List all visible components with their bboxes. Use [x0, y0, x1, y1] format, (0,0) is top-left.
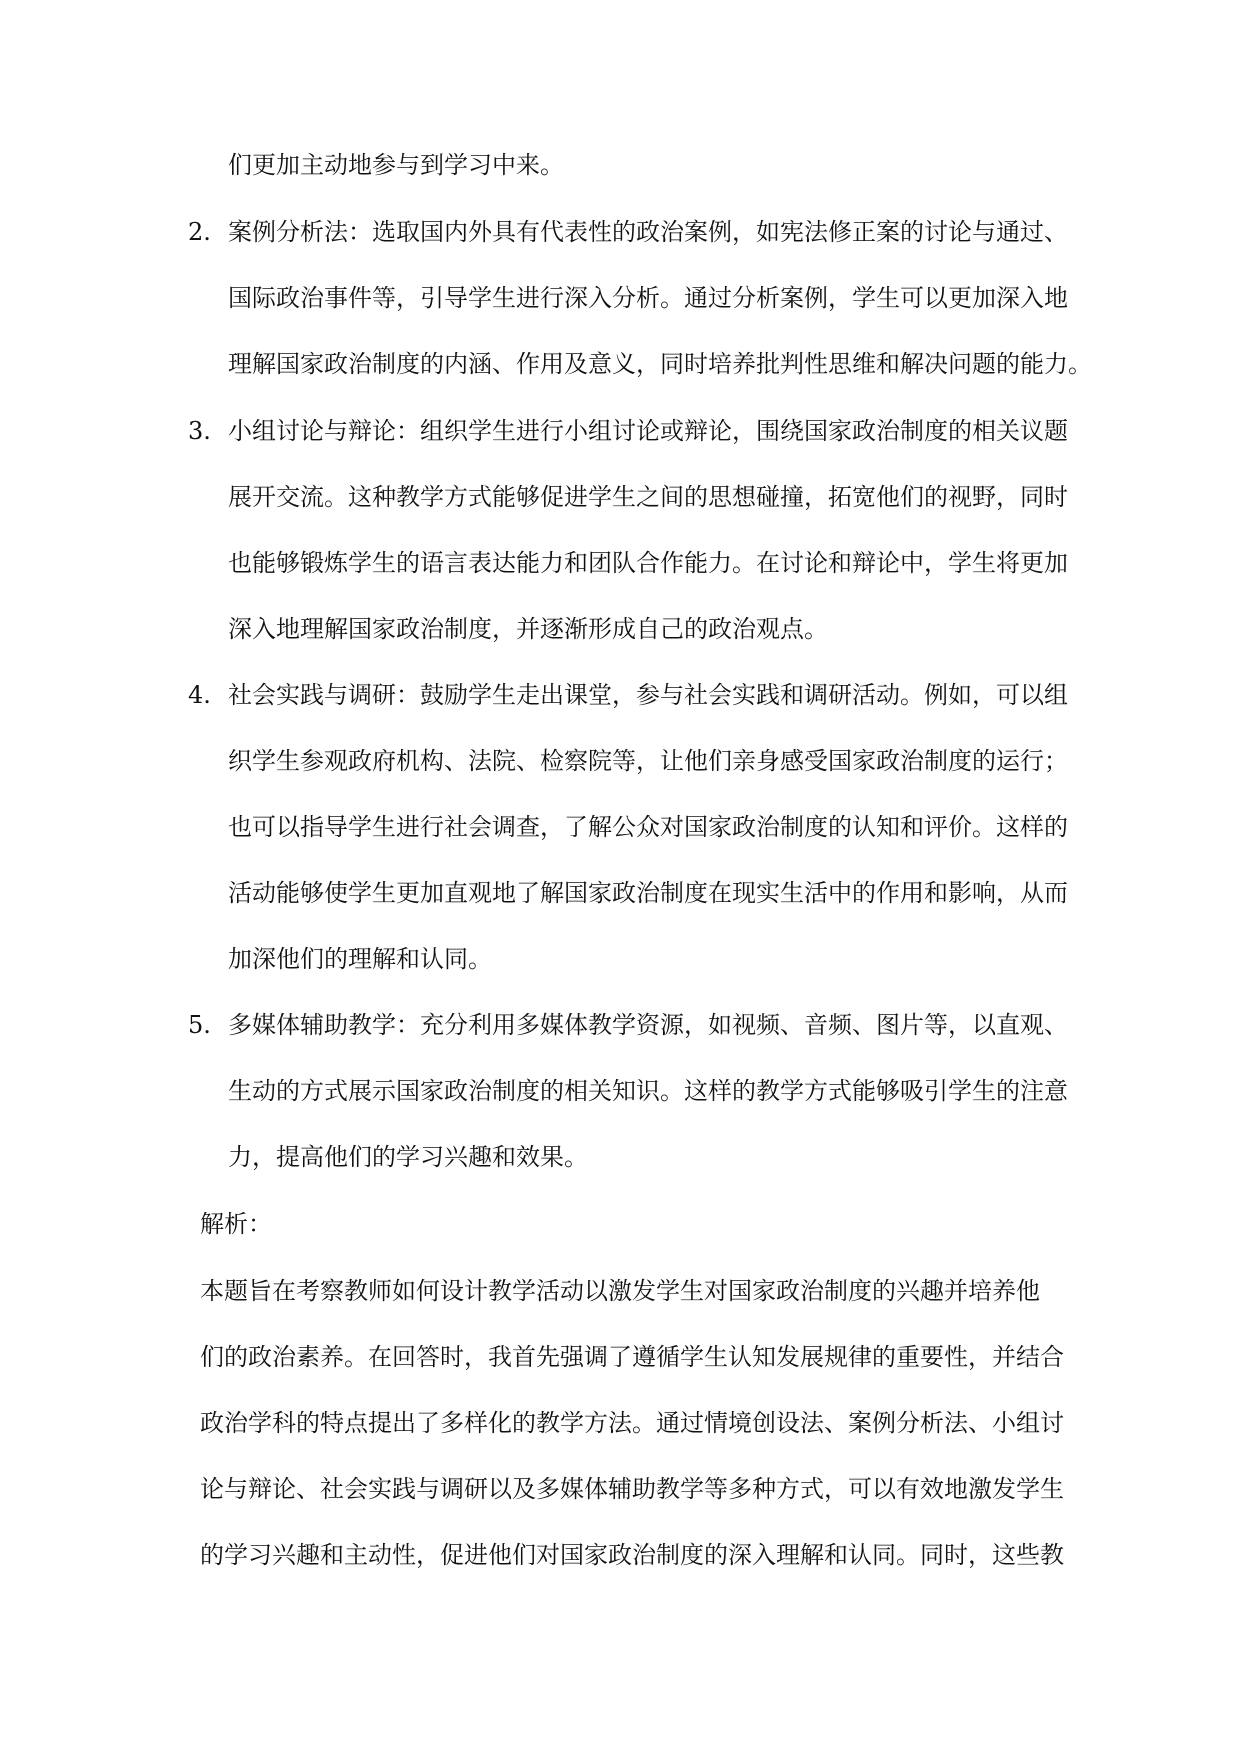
list-item-4-line-1: 社会实践与调研：鼓励学生走出课堂，参与社会实践和调研活动。例如，可以组: [228, 681, 1068, 709]
list-item-3-line-2: 展开交流。这种教学方式能够促进学生之间的思想碰撞，拓宽他们的视野，同时: [228, 483, 1068, 511]
analysis-line-3: 政治学科的特点提出了多样化的教学方法。通过情境创设法、案例分析法、小组讨: [200, 1409, 1064, 1437]
analysis-heading: 解析：: [200, 1210, 272, 1238]
list-item-5-line-1: 多媒体辅助教学：充分利用多媒体教学资源，如视频、音频、图片等，以直观、: [228, 1011, 1068, 1039]
analysis-line-1: 本题旨在考察教师如何设计教学活动以激发学生对国家政治制度的兴趣并培养他: [200, 1277, 1040, 1305]
list-item-5-line-2: 生动的方式展示国家政治制度的相关知识。这样的教学方式能够吸引学生的注意: [228, 1077, 1068, 1105]
list-item-4-line-5: 加深他们的理解和认同。: [228, 945, 492, 973]
list-item-2-line-3: 理解国家政治制度的内涵、作用及意义，同时培养批判性思维和解决问题的能力。: [228, 350, 1092, 378]
list-item-5-number: 5.: [188, 1011, 211, 1039]
list-item-2-line-2: 国际政治事件等，引导学生进行深入分析。通过分析案例，学生可以更加深入地: [228, 284, 1068, 312]
list-item-2-number: 2.: [188, 218, 211, 246]
analysis-line-4: 论与辩论、社会实践与调研以及多媒体辅助教学等多种方式，可以有效地激发学生: [200, 1475, 1064, 1503]
list-item-4-line-4: 活动能够使学生更加直观地了解国家政治制度在现实生活中的作用和影响，从而: [228, 879, 1068, 907]
list-item-5-line-3: 力，提高他们的学习兴趣和效果。: [228, 1143, 588, 1171]
list-item-3-line-4: 深入地理解国家政治制度，并逐渐形成自己的政治观点。: [228, 615, 828, 643]
list-item-3-line-1: 小组讨论与辩论：组织学生进行小组讨论或辩论，围绕国家政治制度的相关议题: [228, 417, 1068, 445]
list-item-3-line-3: 也能够锻炼学生的语言表达能力和团队合作能力。在讨论和辩论中，学生将更加: [228, 549, 1068, 577]
list-item-4-number: 4.: [188, 681, 211, 709]
analysis-line-2: 们的政治素养。在回答时，我首先强调了遵循学生认知发展规律的重要性，并结合: [200, 1343, 1064, 1371]
list-item-2-line-1: 案例分析法：选取国内外具有代表性的政治案例，如宪法修正案的讨论与通过、: [228, 218, 1068, 246]
list-item-4-line-3: 也可以指导学生进行社会调查，了解公众对国家政治制度的认知和评价。这样的: [228, 813, 1068, 841]
continuation-line: 们更加主动地参与到学习中来。: [228, 151, 564, 179]
list-item-4-line-2: 织学生参观政府机构、法院、检察院等，让他们亲身感受国家政治制度的运行；: [228, 747, 1068, 775]
list-item-3-number: 3.: [188, 417, 211, 445]
analysis-line-5: 的学习兴趣和主动性，促进他们对国家政治制度的深入理解和认同。同时，这些教: [200, 1541, 1064, 1569]
